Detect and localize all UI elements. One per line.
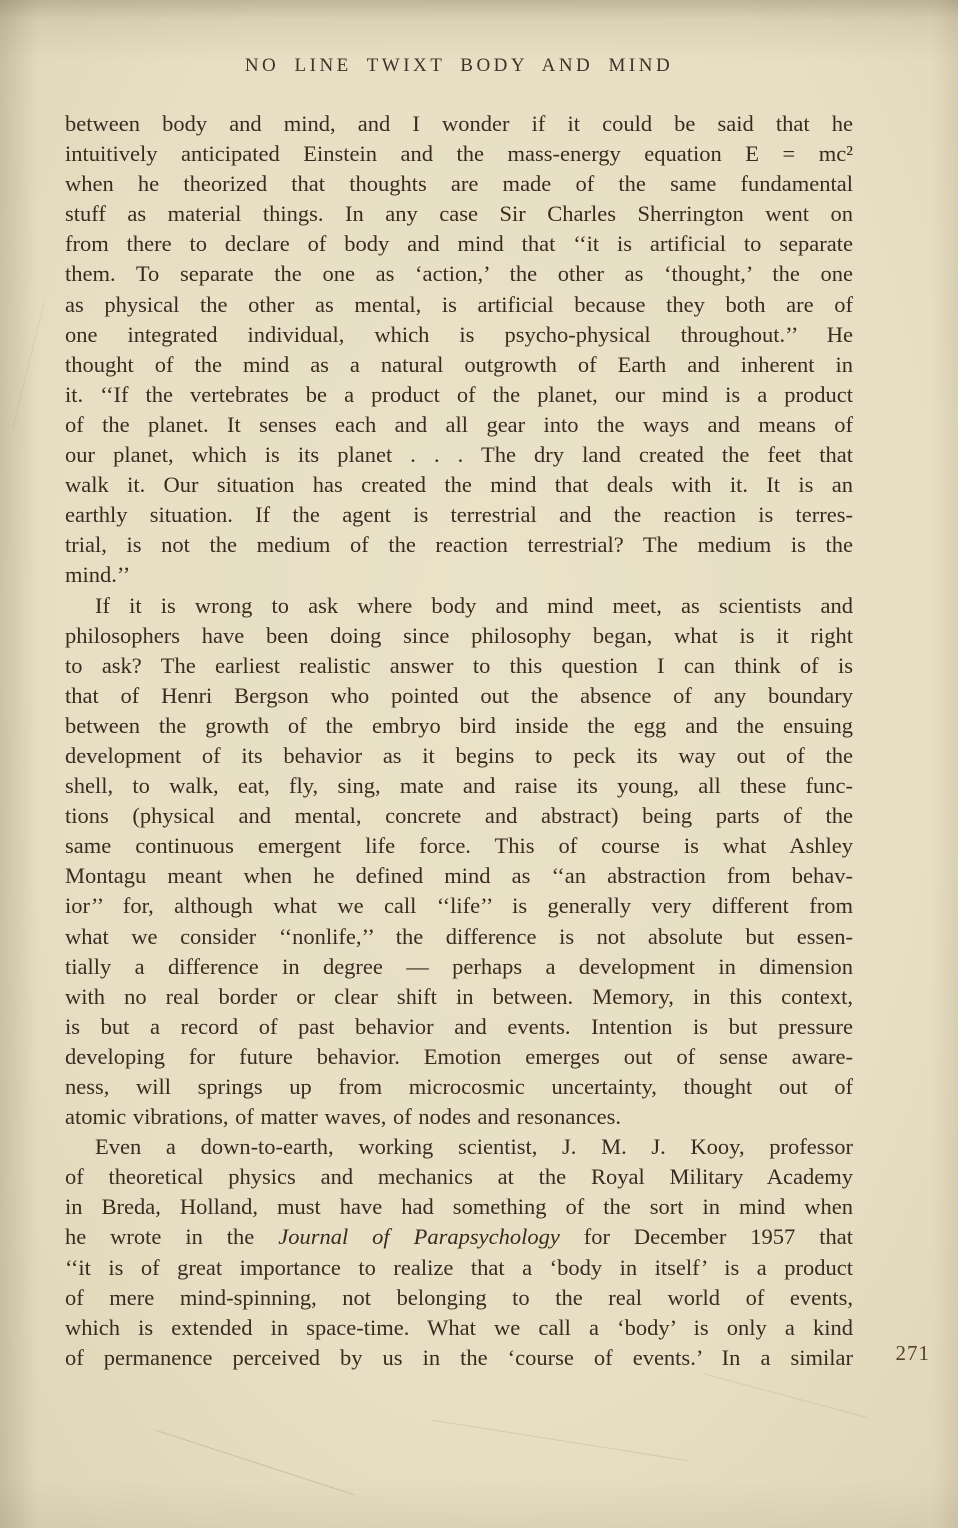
text-line: what we consider ‘‘nonlife,’’ the difference is not absolute but essen- (65, 923, 853, 949)
text-line: stuff as material things. In any case Sir Charles Sherrington went on (65, 201, 853, 227)
text-line: walk it. Our situation has created the mind that deals with it. It is an (65, 472, 853, 498)
paper-scratch (155, 1430, 355, 1496)
paper-scratch (12, 302, 44, 428)
body-text (65, 109, 853, 1373)
text-line: ness, will springs up from microcosmic uncertainty, thought out of (65, 1074, 853, 1099)
text-line: from there to declare of body and mind that ‘‘it is artificial to separate (65, 231, 853, 257)
text-line: same continuous emergent life force. This of course is what Ashley (65, 833, 853, 859)
text-line: of permanence perceived by us in the ‘course of events.’ In a similar (65, 1344, 853, 1370)
text-line: of the planet. It senses each and all gear into the ways and means of (65, 411, 853, 437)
text-line: when he theorized that thoughts are made of the same fundamental (65, 171, 853, 197)
text-line: between the growth of the embryo bird inside the egg and the ensuing (65, 712, 853, 738)
text-line: intuitively anticipated Einstein and the mass-energy equation E = mc² (65, 141, 853, 167)
text-line: in Breda, Holland, must have had something of the sort in mind when (65, 1194, 853, 1220)
text-line: philosophers have been doing since philosophy began, what is it right (65, 622, 853, 648)
paragraph (65, 591, 853, 1133)
text-line (65, 1222, 853, 1252)
text-line: If it is wrong to ask where body and mind meet, as scientists and (95, 592, 853, 618)
text-line: tially a difference in degree — perhaps a development in dimension (65, 953, 853, 979)
text-line: atomic vibrations, of matter waves, of nodes and resonances. (65, 1104, 621, 1130)
text-line: thought of the mind as a natural outgrowth of Earth and inherent in (65, 351, 853, 377)
text-line: ‘‘it is of great importance to realize that a ‘body in itself’ is a product (65, 1254, 853, 1280)
text-line: trial, is not the medium of the reaction terrestrial? The medium is the (65, 532, 853, 558)
text-line: is but a record of past behavior and events. Intention is but pressure (65, 1013, 853, 1039)
page-number: 271 (895, 1341, 930, 1365)
paper-scratch (432, 1420, 689, 1462)
paragraph (65, 1132, 853, 1373)
text-line: developing for future behavior. Emotion emerges out of sense aware- (65, 1043, 853, 1069)
text-line: our planet, which is its planet . . . The dry land created the feet that (65, 442, 853, 468)
paragraph (65, 109, 853, 591)
text-segment: for December 1957 that (559, 1224, 853, 1250)
text-line: with no real border or clear shift in between. Memory, in this context, (65, 983, 853, 1009)
text-line: as physical the other as mental, is artificial because they both are of (65, 291, 853, 317)
text-line: earthly situation. If the agent is terrestrial and the reaction is terres- (65, 502, 853, 528)
italic-text: Journal of Parapsychology (278, 1224, 560, 1250)
text-line: that of Henri Bergson who pointed out the absence of any boundary (65, 682, 853, 708)
running-head: NO LINE TWIXT BODY AND MIND (244, 55, 674, 76)
text-line: shell, to walk, eat, fly, sing, mate and raise its young, all these func- (65, 773, 853, 799)
text-line: ior’’ for, although what we call ‘‘life’’ is generally very different from (65, 893, 853, 919)
text-line: development of its behavior as it begins to peck its way out of the (65, 742, 853, 768)
text-line: of theoretical physics and mechanics at the Royal Military Academy (65, 1164, 853, 1190)
text-line: one integrated individual, which is psycho-physical throughout.’’ He (65, 321, 853, 347)
text-line: mind.’’ (65, 562, 131, 588)
text-line: of mere mind-spinning, not belonging to the real world of events, (65, 1284, 853, 1310)
text-line: tions (physical and mental, concrete and abstract) being parts of the (65, 803, 853, 829)
text-line: which is extended in space-time. What we call a ‘body’ is only a kind (65, 1314, 853, 1340)
text-line: to ask? The earliest realistic answer to this question I can think of is (65, 652, 853, 678)
text-line: it. ‘‘If the vertebrates be a product of the planet, our mind is a product (65, 381, 853, 407)
text-line: Montagu meant when he defined mind as ‘‘an abstraction from behav- (65, 863, 853, 889)
text-line: between body and mind, and I wonder if it could be said that he (65, 111, 853, 136)
text-line: them. To separate the one as ‘action,’ the other as ‘thought,’ the one (65, 261, 853, 287)
text-segment: he wrote in the (65, 1224, 279, 1250)
text-line: Even a down-to-earth, working scientist, J. M. J. Kooy, professor (95, 1134, 853, 1160)
paper-scratch (703, 1373, 867, 1418)
